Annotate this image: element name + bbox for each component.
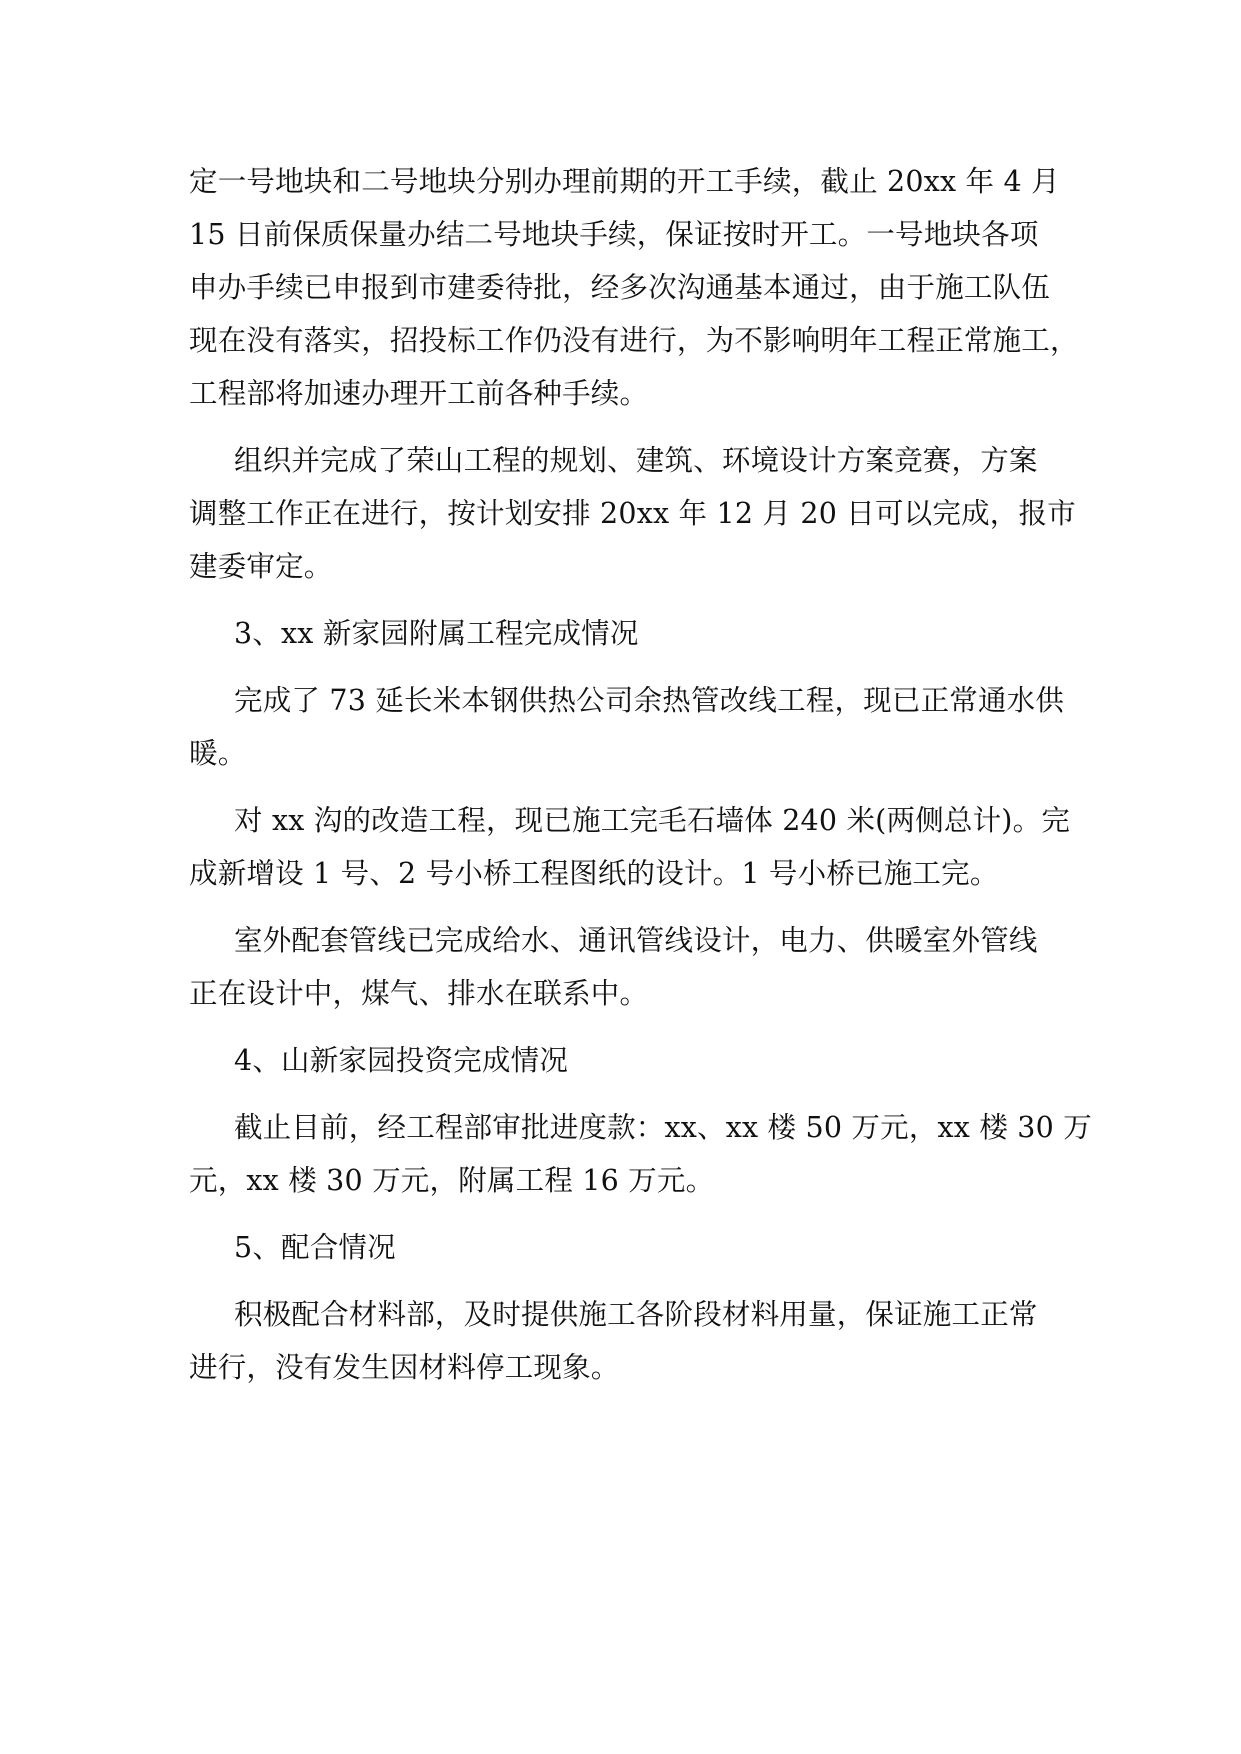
text-line: 积极配合材料部，及时提供施工各阶段材料用量，保证施工正常 [234,1298,1038,1331]
text-line: 对 xx 沟的改造工程，现已施工完毛石墙体 240 米(两侧总计)。完 [234,804,1071,837]
text-line: 成新增设 1 号、2 号小桥工程图纸的设计。1 号小桥已施工完。 [189,857,999,890]
text-line: 截止目前，经工程部审批进度款：xx、xx 楼 50 万元，xx 楼 30 万 [234,1111,1092,1144]
text-line: 工程部将加速办理开工前各种手续。 [189,377,649,410]
paragraph-cooperation [189,1288,1059,1394]
text-line: 组织并完成了荣山工程的规划、建筑、环境设计方案竞赛，方案 [234,444,1038,477]
paragraph-site-procedures [189,155,1079,420]
paragraph-pipelines [189,914,1059,1020]
text-line: 元，xx 楼 30 万元，附属工程 16 万元。 [189,1164,715,1197]
text-line: 定一号地块和二号地块分别办理前期的开工手续，截止 20xx 年 4 月 [189,165,1060,198]
section-heading-5 [189,1221,1059,1274]
paragraph-investment [189,1101,1092,1207]
section-heading-4 [189,1034,1059,1087]
text-line: 申办手续已申报到市建委待批，经多次沟通基本通过，由于施工队伍 [189,271,1051,304]
paragraph-ditch-renovation [189,794,1071,900]
heading-text: 4、山新家园投资完成情况 [234,1044,569,1077]
text-line: 进行，没有发生因材料停工现象。 [189,1351,620,1384]
document-page [189,155,1092,1408]
text-line: 正在设计中，煤气、排水在联系中。 [189,977,649,1010]
text-line: 完成了 73 延长米本钢供热公司余热管改线工程，现已正常通水供 [234,684,1065,717]
paragraph-heating-pipe [189,674,1065,780]
text-line: 室外配套管线已完成给水、通讯管线设计，电力、供暖室外管线 [234,924,1038,957]
text-line: 建委审定。 [189,550,333,583]
heading-text: 3、xx 新家园附属工程完成情况 [234,617,639,650]
text-line: 调整工作正在进行，按计划安排 20xx 年 12 月 20 日可以完成，报市 [189,497,1076,530]
text-line: 现在没有落实，招投标工作仍没有进行，为不影响明年工程正常施工， [189,324,1079,357]
text-line: 暖。 [189,737,247,770]
heading-text: 5、配合情况 [234,1231,396,1264]
text-line: 15 日前保质保量办结二号地块手续，保证按时开工。一号地块各项 [189,218,1039,251]
section-heading-3 [189,607,1059,660]
paragraph-design-competition [189,434,1076,593]
